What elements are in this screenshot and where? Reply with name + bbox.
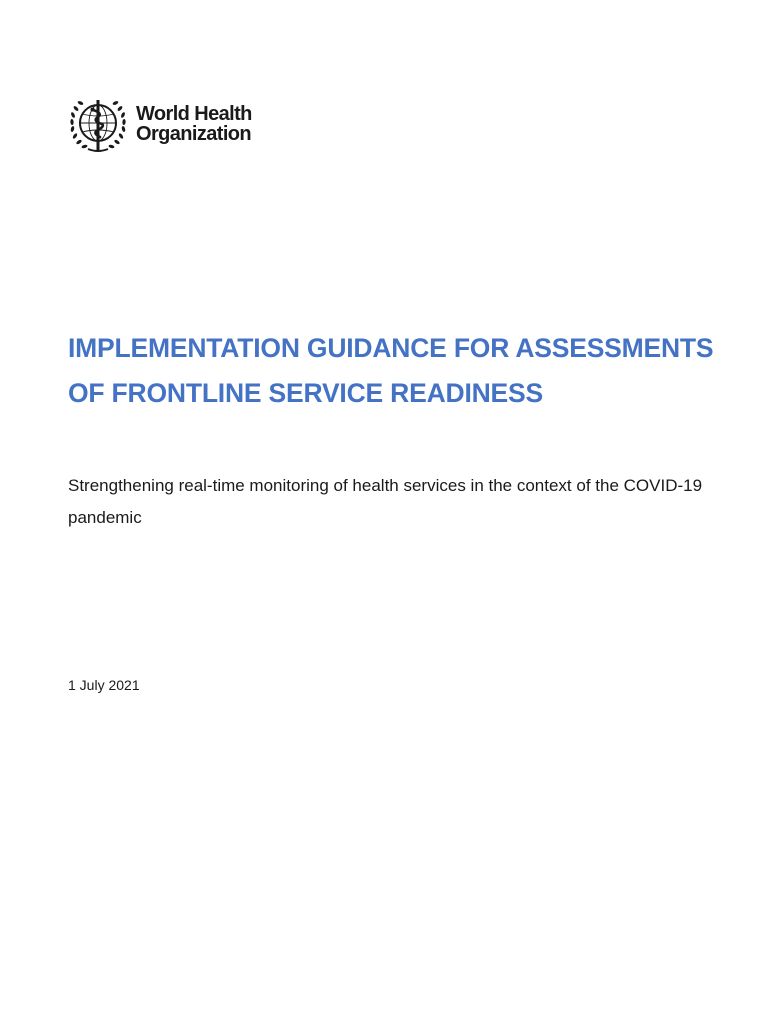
- who-emblem-icon: [66, 92, 130, 156]
- document-subtitle: Strengthening real-time monitoring of health services in the context of the COVID-19 pandemic: [68, 476, 703, 527]
- organization-name: [136, 104, 252, 144]
- organization-name-line1: World Health: [136, 103, 252, 125]
- publication-date: 1 July 2021: [68, 677, 140, 693]
- who-logo: [66, 92, 252, 156]
- organization-name-line2: Organization: [136, 123, 252, 145]
- document-title: IMPLEMENTATION GUIDANCE FOR ASSESSMENTS OF FRONTLINE SERVICE READINESS: [68, 333, 714, 408]
